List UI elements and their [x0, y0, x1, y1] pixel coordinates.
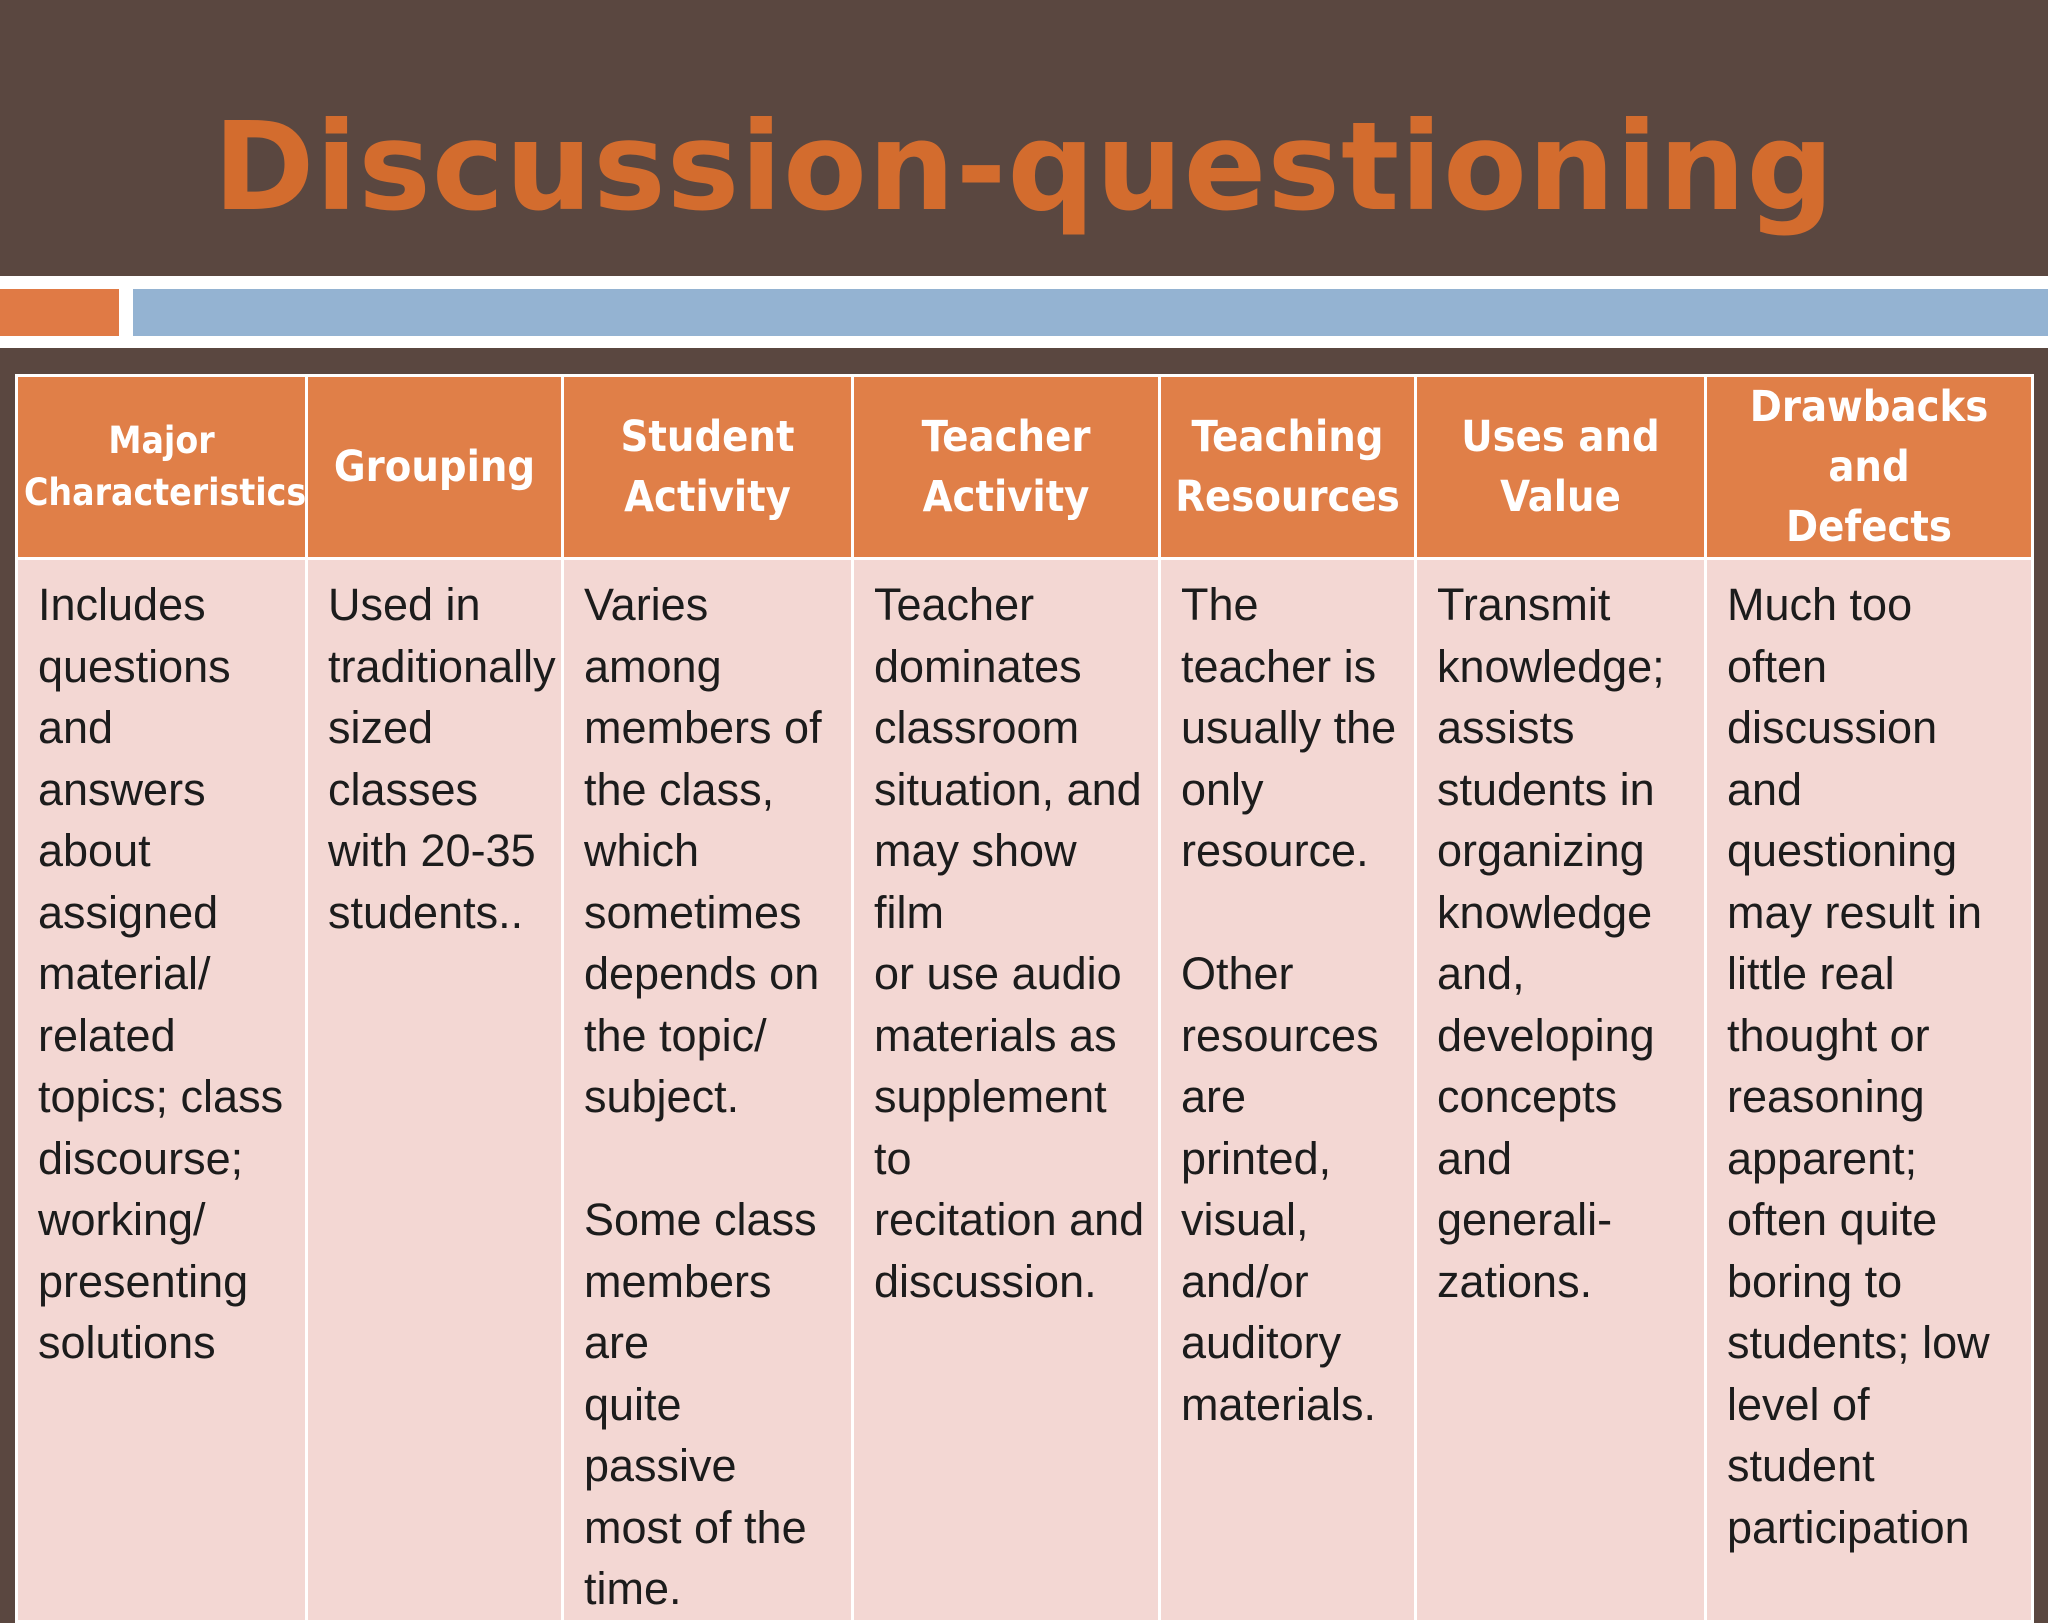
- slide-title: Discussion-questioning: [213, 96, 1835, 238]
- cell-student-activity: Varies among members of the class, which sometimes depends on the topic/ subject. Some class members are quite passive most of the time.: [563, 559, 853, 1622]
- header-teaching-resources: Teaching Resources: [1160, 376, 1416, 559]
- header-row: [17, 376, 2033, 559]
- cell-teaching-resources: The teacher is usually the only resource. Other resources are printed, visual, and/or auditory materials.: [1160, 559, 1416, 1622]
- divider-accent-orange: [0, 289, 119, 336]
- methods-table: [15, 374, 2034, 1623]
- cell-major-characteristics: Includes questions and answers about assigned material/ related topics; class discourse; working/ presenting solutions: [17, 559, 307, 1622]
- table-row: [17, 559, 2033, 1622]
- cell-drawbacks-and-defects: Much too often discussion and questioning may result in little real thought or reasoning apparent; often quite boring to students; low level of student participation: [1706, 559, 2033, 1622]
- header-student-activity: Student Activity: [563, 376, 853, 559]
- divider-bar-blue: [133, 289, 2048, 336]
- cell-uses-and-value: Transmit knowledge; assists students in organizing knowledge and, developing concepts and generali- zations.: [1416, 559, 1706, 1622]
- header-grouping: Grouping: [307, 376, 563, 559]
- cell-teacher-activity: Teacher dominates classroom situation, and may show film or use audio materials as supplement to recitation and discussion.: [853, 559, 1160, 1622]
- header-drawbacks-and-defects: Drawbacks and Defects: [1706, 376, 2033, 559]
- header-major-characteristics: Major Characteristics: [17, 376, 307, 559]
- cell-grouping: Used in traditionally sized classes with 20-35 students..: [307, 559, 563, 1622]
- header-uses-and-value: Uses and Value: [1416, 376, 1706, 559]
- header-teacher-activity: Teacher Activity: [853, 376, 1160, 559]
